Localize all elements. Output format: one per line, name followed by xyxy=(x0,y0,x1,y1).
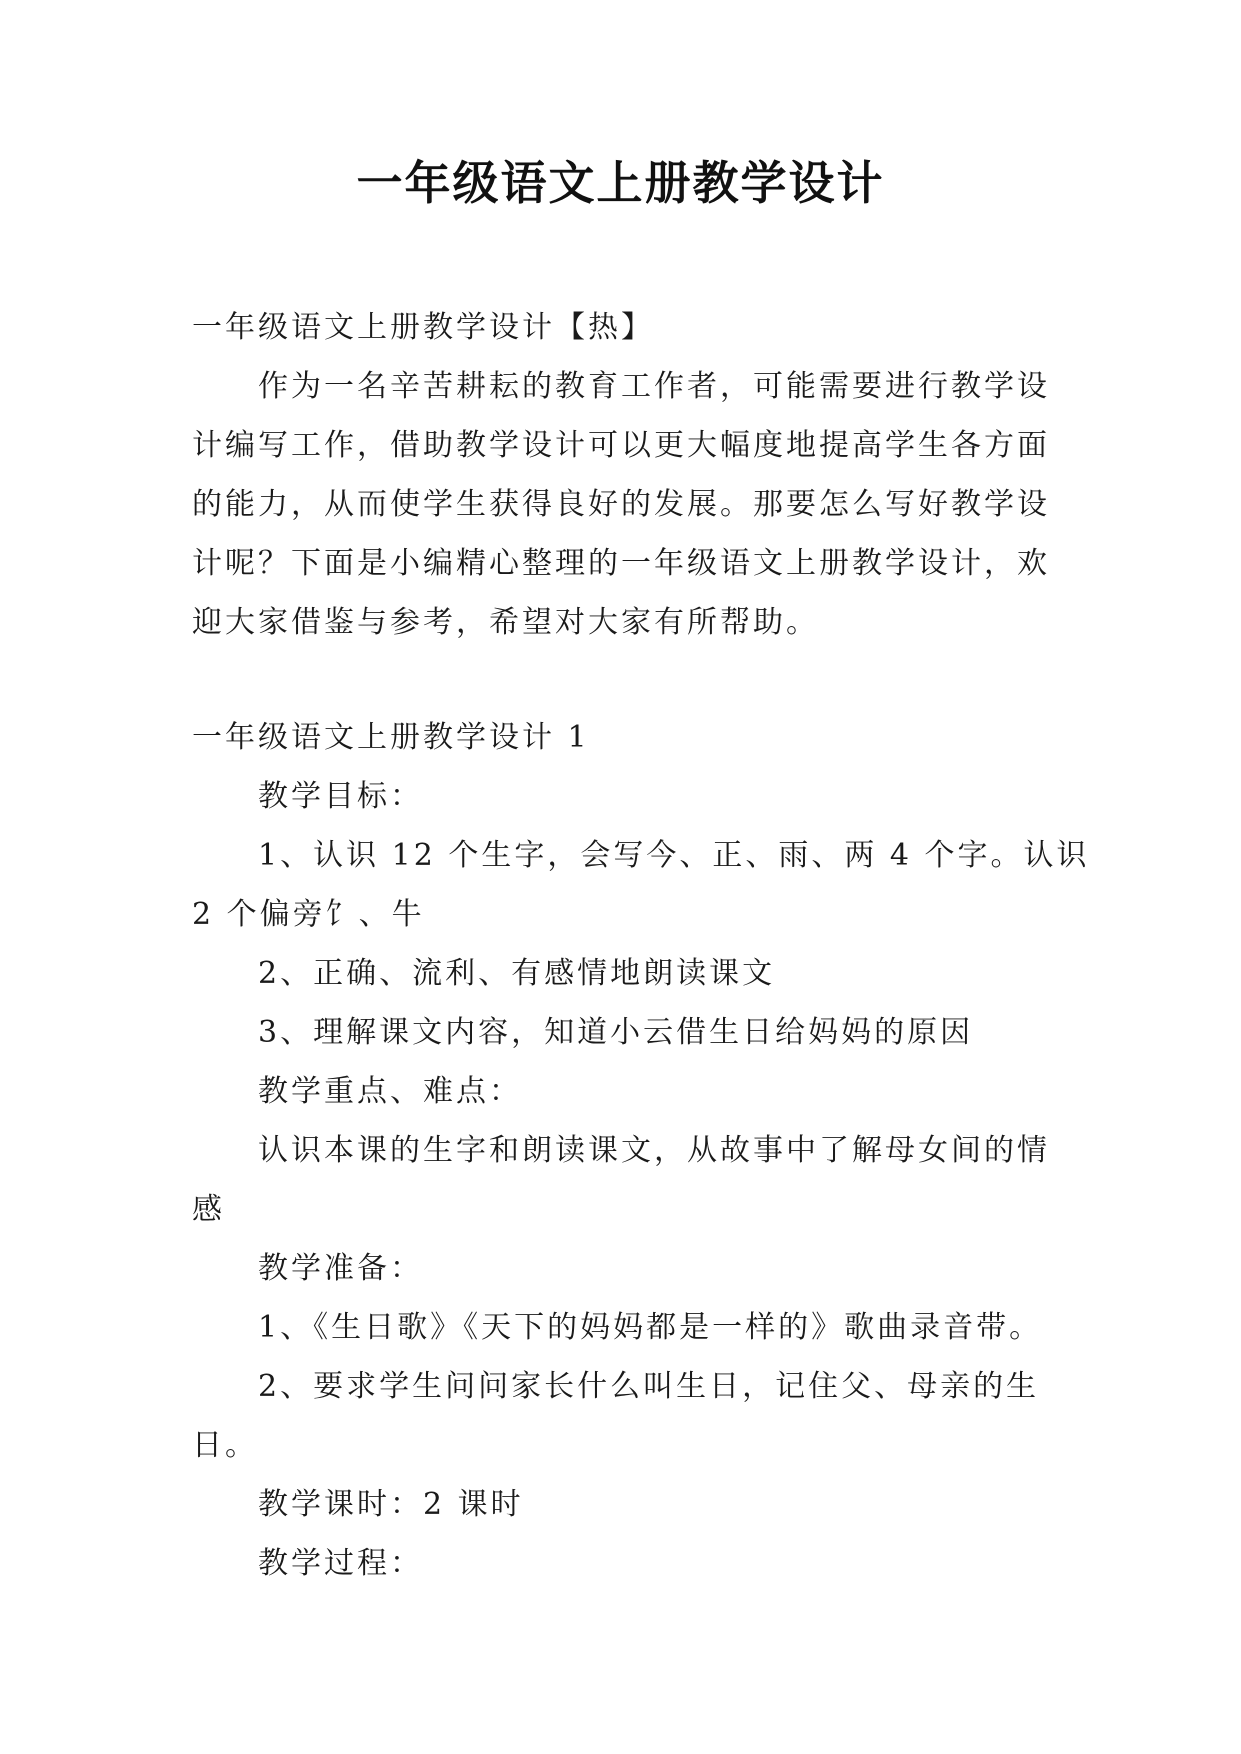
document-title: 一年级语文上册教学设计 xyxy=(356,156,885,210)
intro-line: 的能力，从而使学生获得良好的发展。那要怎么写好教学设 xyxy=(192,487,1050,522)
intro-line: 作为一名辛苦耕耘的教育工作者，可能需要进行教学设 xyxy=(258,369,1050,404)
prep-label: 教学准备： xyxy=(258,1251,423,1286)
goal-item: 2、正确、流利、有感情地朗读课文 xyxy=(258,956,776,991)
goals-label: 教学目标： xyxy=(258,779,423,814)
section-1 xyxy=(192,708,1090,1593)
prep-item: 2、要求学生问问家长什么叫生日，记住父、母亲的生 xyxy=(258,1369,1040,1404)
periods-text: 教学课时：2 课时 xyxy=(258,1487,524,1522)
key-points-text: 认识本课的生字和朗读课文，从故事中了解母女间的情 xyxy=(258,1133,1050,1168)
section-heading: 一年级语文上册教学设计 1 xyxy=(192,720,590,755)
goal-item: 1、认识 12 个生字，会写今、正、雨、两 4 个字。认识 xyxy=(258,838,1090,873)
goal-item-continuation: 2 个偏旁饣、牛 xyxy=(192,897,425,932)
intro-line: 迎大家借鉴与参考，希望对大家有所帮助。 xyxy=(192,605,819,640)
intro-line: 计呢？下面是小编精心整理的一年级语文上册教学设计，欢 xyxy=(192,546,1050,581)
prep-item-continuation: 日。 xyxy=(192,1428,258,1463)
document-subtitle: 一年级语文上册教学设计【热】 xyxy=(192,310,654,345)
key-points-continuation: 感 xyxy=(192,1192,225,1227)
subtitle-block xyxy=(192,298,1058,652)
prep-item: 1、《生日歌》《天下的妈妈都是一样的》歌曲录音带。 xyxy=(258,1310,1043,1345)
key-points-label: 教学重点、难点： xyxy=(258,1074,522,1109)
process-label: 教学过程： xyxy=(258,1546,423,1581)
goal-item: 3、理解课文内容，知道小云借生日给妈妈的原因 xyxy=(258,1015,974,1050)
intro-line: 计编写工作，借助教学设计可以更大幅度地提高学生各方面 xyxy=(192,428,1050,463)
